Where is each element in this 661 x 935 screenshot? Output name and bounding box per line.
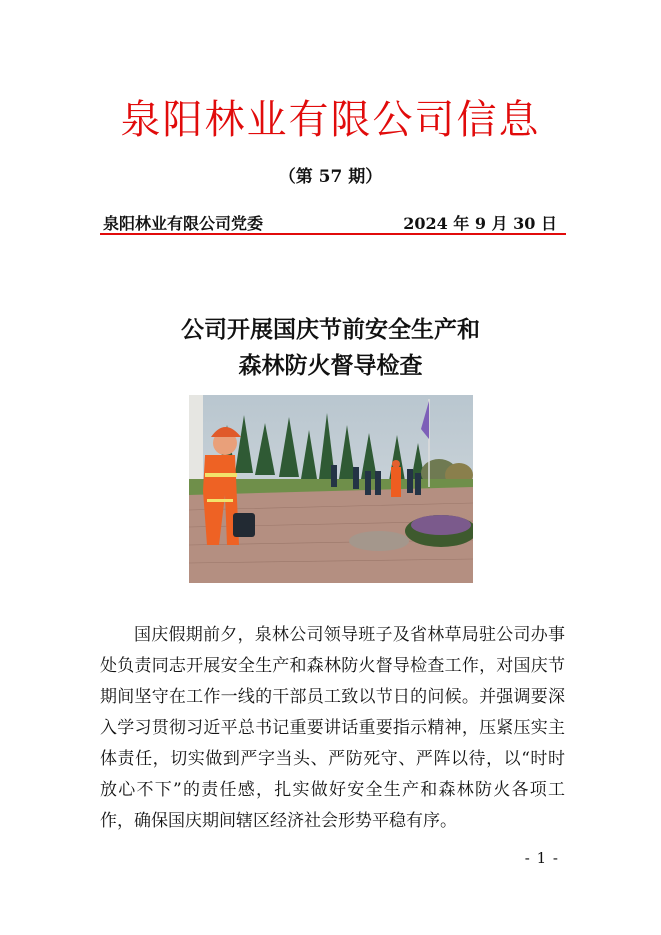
issue-number: （第 57 期）: [278, 167, 383, 187]
header-divider: [100, 233, 566, 235]
page-number: - 1 -: [524, 849, 559, 867]
headline-line-2: 森林防火督导检查: [238, 353, 423, 379]
headline-line-1: 公司开展国庆节前安全生产和: [181, 317, 480, 343]
article-paragraph: 国庆假期前夕，泉林公司领导班子及省林草局驻公司办事处负责同志开展安全生产和森林防火督导检查工作，对国庆节期间坚守在工作一线的干部员工致以节日的问候。并强调要深入学习贯彻习近平总书记重要讲话重要指示精神，压紧压实主体责任，切实做到严字当头、严防死守、严阵以待，以“时时放心不下”的责任感，扎实做好安全生产和森林防火各项工作，确保国庆期间辖区经济社会形势平稳有序。: [100, 625, 565, 831]
masthead-title: 泉阳林业有限公司信息: [120, 97, 541, 143]
publisher-label: 泉阳林业有限公司党委: [103, 214, 264, 233]
article-photo: [189, 395, 473, 583]
photo-worker-distant: [391, 460, 401, 497]
photo-puddle: [349, 531, 409, 551]
article-headline: [0, 312, 661, 384]
publish-date: 2024 年 9 月 30 日: [403, 214, 557, 233]
